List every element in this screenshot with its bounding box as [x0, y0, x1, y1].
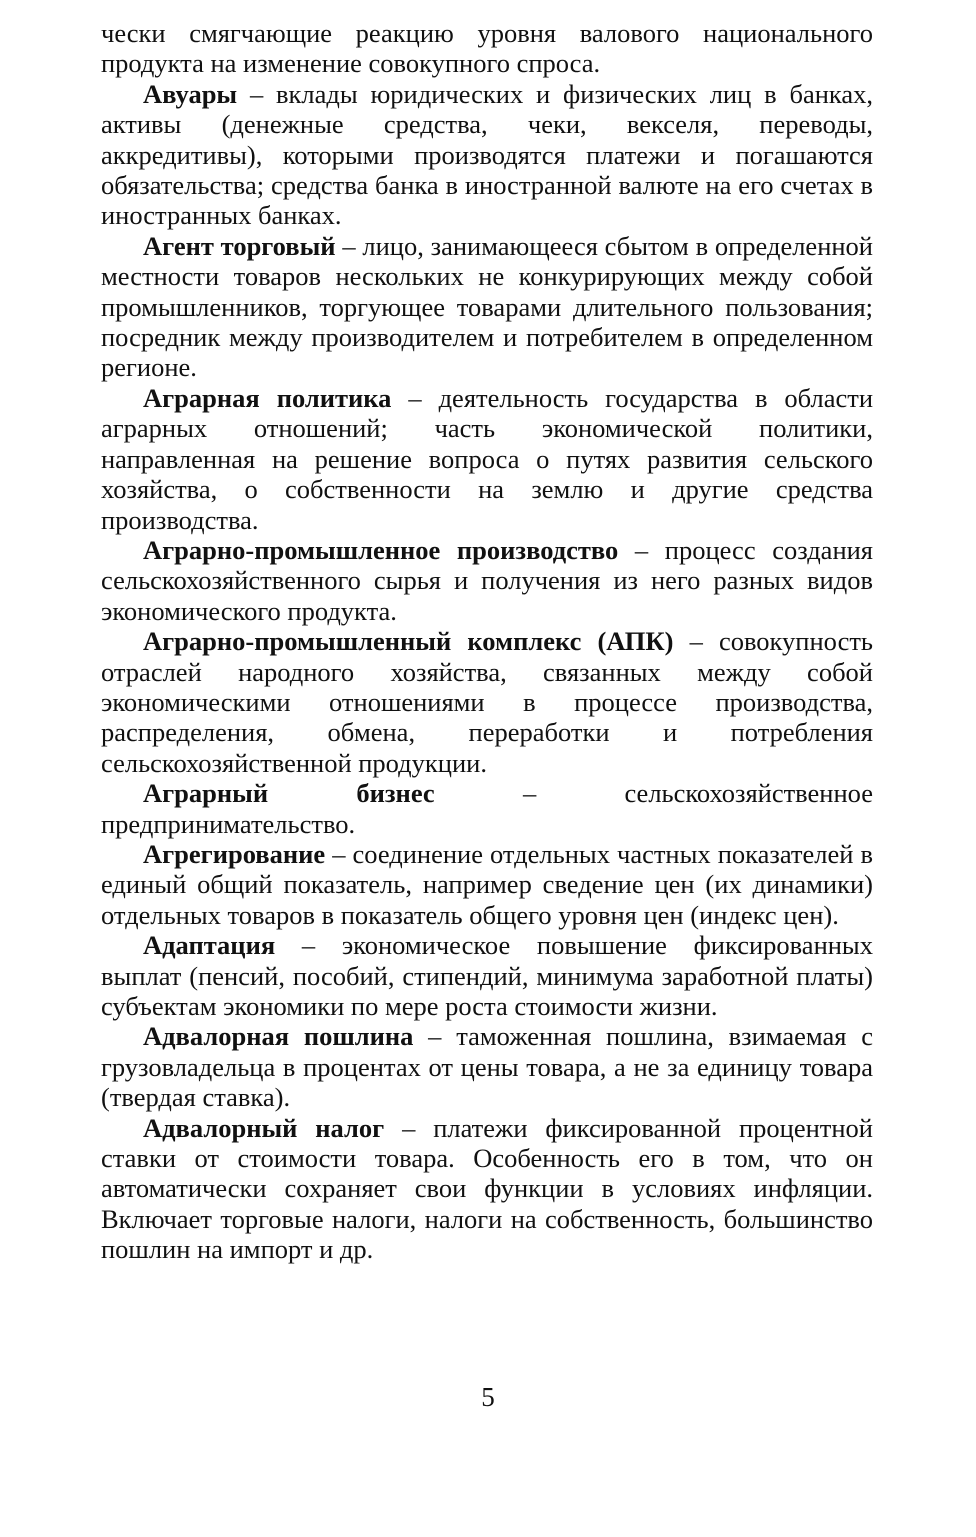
entry-agent-torgovyi — [101, 231, 873, 383]
lead-paragraph — [101, 18, 873, 79]
entry-term: Аграрно-промышленное производство — [143, 534, 619, 565]
entry-avuary — [101, 79, 873, 231]
entry-advalornaya-poshlina — [101, 1021, 873, 1112]
page-text — [101, 18, 873, 1265]
entry-term: Адаптация — [143, 930, 276, 961]
entry-agrarnaya-politika — [101, 383, 873, 535]
entry-agrarno-promyshlennoe-proizvodstvo — [101, 535, 873, 626]
entry-term: Аграрный бизнес — [143, 778, 435, 809]
entry-apk — [101, 626, 873, 778]
entry-definition: – лицо, занимающееся сбытом в определенной местности товаров нескольких не конкурирующих между собой промышленников, торгующее товарами длительного пользования; посредник между производителем и потребителем в определенном регионе. — [101, 230, 873, 383]
entry-definition: – экономическое повышение фиксированных выплат (пенсий, пособий, стипендий, минимума заработной платы) субъектам экономики по мере роста стоимости жизни. — [101, 930, 873, 1021]
entry-advalornyi-nalog — [101, 1113, 873, 1265]
entry-adaptatsiya — [101, 930, 873, 1021]
entry-term: Аграрная политика — [143, 382, 392, 413]
entry-term: Адвалорная пошлина — [143, 1021, 414, 1052]
entry-definition: – деятельность государства в области аграрных отношений; часть экономической политики, направленная на решение вопроса о путях развития сельского хозяйства, о собственности на землю и другие средства производства. — [101, 382, 874, 535]
entry-definition: – таможенная пошлина, взимаемая с грузовладельца в процентах от цены товара, а не за единицу товара (твердая ставка). — [101, 1021, 874, 1113]
entry-agregirovanie — [101, 839, 873, 930]
entry-term: Адвалорный налог — [143, 1112, 385, 1143]
entry-definition: – вклады юридических и физических лиц в банках, активы (денежные средства, чеки, векселя, переводы, аккредитивы), которыми производятся платежи и погашаются обязательства; средства банка в иностранной валюте на его счетах в иностранных банках. — [101, 78, 873, 231]
entry-term: Аграрно-промышленный комплекс (АПК) — [143, 626, 674, 657]
entry-definition: – процесс создания сельскохозяйственного сырья и получения из него разных видов экономического продукта. — [101, 534, 873, 626]
page-number: 5 — [481, 1382, 495, 1412]
lead-text: чески смягчающие реакцию уровня валового национального продукта на изменение совокупного спроса. — [101, 18, 873, 79]
entry-definition: – сельскохозяйственное предпринимательство. — [101, 778, 873, 839]
entry-definition: – совокупность отраслей народного хозяйства, связанных между собой экономическими отношениями в процессе производства, распределения, обмена, переработки и потребления сельскохозяйственной продукции. — [101, 626, 873, 778]
entry-agrarnyi-biznes — [101, 778, 873, 839]
entry-term: Агрегирование — [143, 838, 326, 869]
entry-definition: – соединение отдельных частных показателей в единый общий показатель, например сведение цен (их динамики) отдельных товаров в показатель общего уровня цен (индекс цен). — [101, 838, 873, 930]
entry-definition: – платежи фиксированной процентной ставки от стоимости товара. Особенность его в том, что он автоматически сохраняет свои функции в условиях инфляции. Включает торговые налоги, налоги на собственность, большинство пошлин на импорт и др. — [101, 1112, 873, 1265]
entry-term: Авуары — [143, 78, 238, 109]
entry-term: Агент торговый — [143, 230, 336, 261]
